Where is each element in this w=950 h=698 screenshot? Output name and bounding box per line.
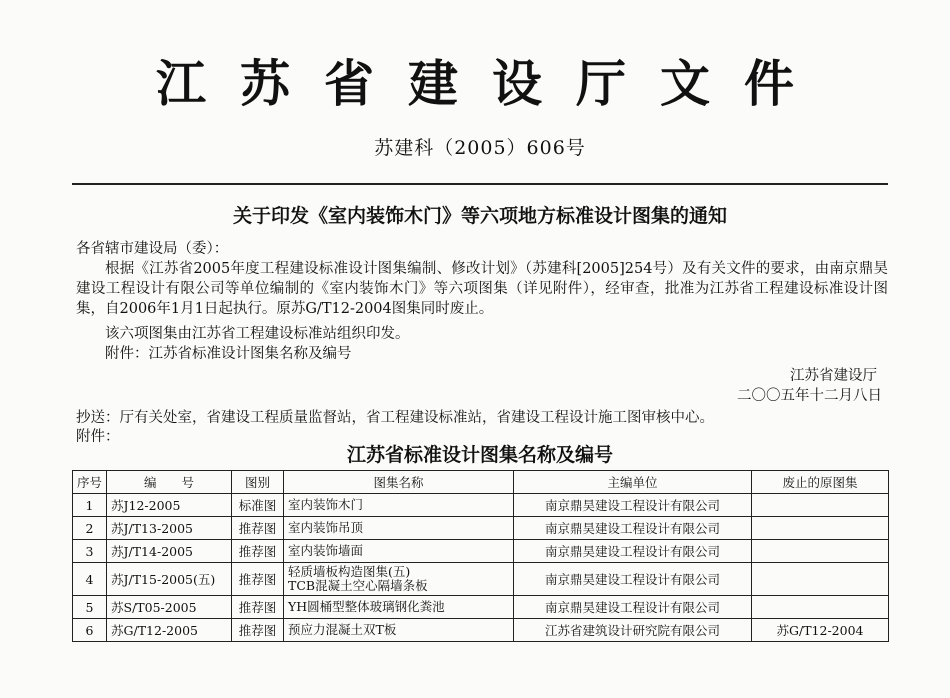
issue-date: 二〇〇五年十二月八日 — [737, 388, 882, 404]
header-divider — [72, 183, 888, 185]
cell-editor: 江苏省建筑设计研究院有限公司 — [514, 619, 752, 642]
cc-list: 抄送：厅有关处室，省建设工程质量监督站，省工程建设标准站，省建设工程设计施工图审核中心。 — [76, 410, 714, 426]
cell-type: 标准图 — [232, 494, 284, 517]
cell-code: 苏J/T13-2005 — [107, 517, 232, 540]
cell-abolished — [752, 517, 889, 540]
cell-type: 推荐图 — [232, 619, 284, 642]
cell-editor: 南京鼎昊建设工程设计有限公司 — [514, 563, 752, 596]
cell-name-line: TCB混凝土空心隔墙条板 — [288, 578, 428, 593]
table-row — [73, 540, 889, 563]
table-row — [73, 596, 889, 619]
cell-editor: 南京鼎昊建设工程设计有限公司 — [514, 494, 752, 517]
header-cell-code: 编 号 — [107, 471, 232, 494]
addressee: 各省辖市建设局（委）： — [76, 241, 229, 257]
cell-type: 推荐图 — [232, 596, 284, 619]
header-cell-type: 图别 — [232, 471, 284, 494]
cell-name-line: 轻质墙板构造图集(五) — [288, 564, 411, 579]
cell-name-line: 室内装饰吊顶 — [288, 520, 364, 535]
notice-body: 根据《江苏省2005年度工程建设标准设计图集编制、修改计划》（苏建科[2005]254号）及有关文件的要求，由南京鼎昊建设工程设计有限公司等单位编制的《室内装饰木门》等六项图集（详见附件），经审查，批准为江苏省工程建设标准设计图集，自2006年1月1日起执行。原苏G/T12-2004图集同时废止。 — [76, 261, 888, 317]
table-row — [73, 494, 889, 517]
notice-attachment-line: 附件：江苏省标准设计图集名称及编号 — [105, 346, 352, 362]
cell-no: 5 — [73, 596, 107, 619]
cell-name-line: 预应力混凝土双T板 — [288, 622, 397, 637]
cell-name — [284, 540, 514, 563]
cell-name — [284, 494, 514, 517]
table-header-row — [73, 471, 889, 494]
cell-code: 苏J/T14-2005 — [107, 540, 232, 563]
header-cell-name: 图集名称 — [284, 471, 514, 494]
cell-no: 6 — [73, 619, 107, 642]
cell-name-line: 室内装饰木门 — [288, 497, 364, 512]
document-number: 苏建科（2005）606号 — [374, 137, 586, 159]
header-cell-abolished: 废止的原图集 — [752, 471, 889, 494]
notice-organizer-line: 该六项图集由江苏省工程建设标准站组织印发。 — [105, 326, 410, 342]
cell-name — [284, 563, 514, 596]
cell-type: 推荐图 — [232, 517, 284, 540]
header-cell-no: 序号 — [73, 471, 107, 494]
issuer: 江苏省建设厅 — [790, 368, 877, 384]
header-cell-editor: 主编单位 — [514, 471, 752, 494]
cell-type: 推荐图 — [232, 563, 284, 596]
cell-abolished: 苏G/T12-2004 — [752, 619, 889, 642]
table-row — [73, 563, 889, 596]
cell-name-line: 室内装饰墙面 — [288, 543, 364, 558]
cell-no: 1 — [73, 494, 107, 517]
cell-code: 苏J/T15-2005(五) — [107, 563, 232, 596]
atlas-catalog-table — [72, 470, 889, 642]
notice-title: 关于印发《室内装饰木门》等六项地方标准设计图集的通知 — [232, 205, 727, 227]
cell-name — [284, 619, 514, 642]
cell-abolished — [752, 494, 889, 517]
cell-no: 3 — [73, 540, 107, 563]
cell-editor: 南京鼎昊建设工程设计有限公司 — [514, 517, 752, 540]
cell-editor: 南京鼎昊建设工程设计有限公司 — [514, 540, 752, 563]
cell-code: 苏S/T05-2005 — [107, 596, 232, 619]
document-header-title: 江苏省建设厅文件 — [156, 54, 828, 113]
table-row — [73, 517, 889, 540]
cell-type: 推荐图 — [232, 540, 284, 563]
cell-abolished — [752, 540, 889, 563]
cell-name-line: YH圆桶型整体玻璃钢化粪池 — [288, 599, 445, 614]
attachment-label: 附件： — [76, 429, 120, 445]
cell-abolished — [752, 596, 889, 619]
cell-no: 2 — [73, 517, 107, 540]
cell-name — [284, 517, 514, 540]
cell-code: 苏G/T12-2005 — [107, 619, 232, 642]
cell-editor: 南京鼎昊建设工程设计有限公司 — [514, 596, 752, 619]
cell-no: 4 — [73, 563, 107, 596]
cell-code: 苏J12-2005 — [107, 494, 232, 517]
cell-name — [284, 596, 514, 619]
table-title: 江苏省标准设计图集名称及编号 — [346, 444, 613, 466]
cell-abolished — [752, 563, 889, 596]
table-row — [73, 619, 889, 642]
